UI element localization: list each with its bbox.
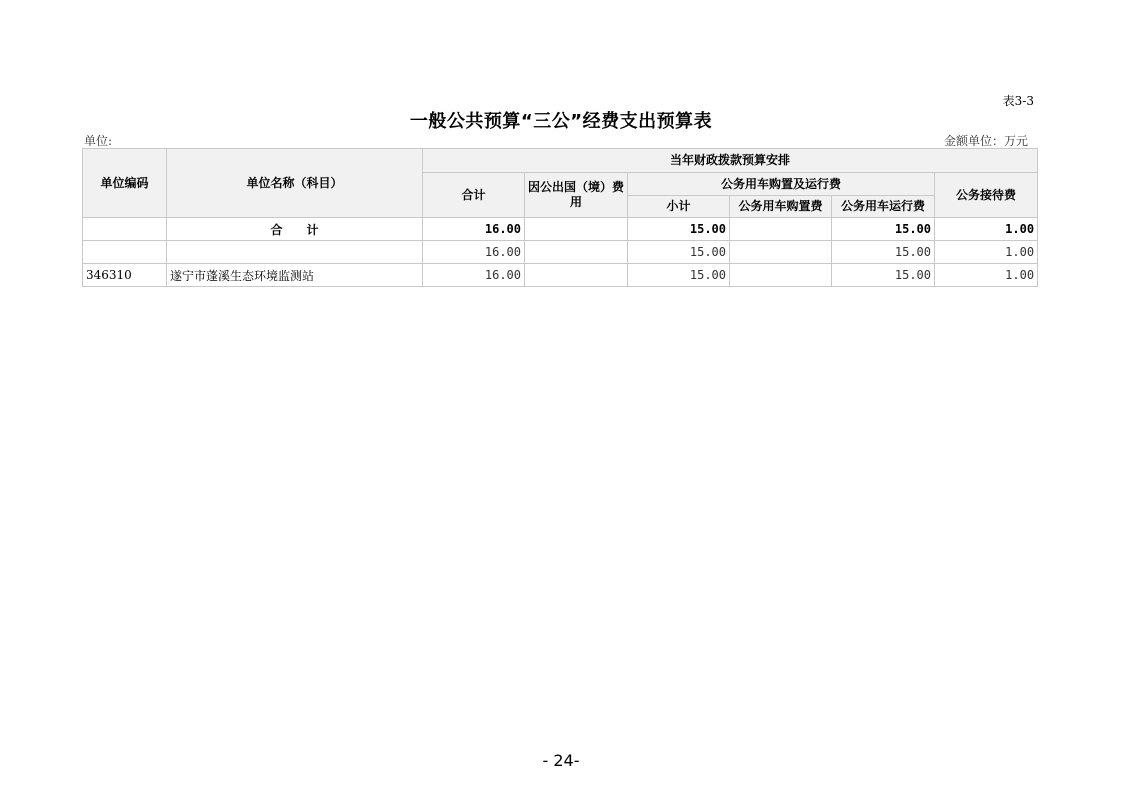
cell-reception: 1.00 bbox=[935, 241, 1038, 264]
cell-operation: 15.00 bbox=[832, 218, 935, 241]
cell-purchase bbox=[730, 241, 832, 264]
cell-subtotal: 15.00 bbox=[628, 241, 730, 264]
table-row-total bbox=[83, 218, 1038, 241]
cell-subtotal: 15.00 bbox=[628, 264, 730, 287]
unit-label: 单位: bbox=[84, 134, 113, 148]
cell-name: 遂宁市蓬溪生态环境监测站 bbox=[167, 264, 423, 287]
cell-total: 16.00 bbox=[423, 218, 525, 241]
cell-name bbox=[167, 241, 423, 264]
header-vehicle-purchase: 公务用车购置费 bbox=[730, 196, 832, 218]
header-vehicle-operation: 公务用车运行费 bbox=[832, 196, 935, 218]
cell-subtotal: 15.00 bbox=[628, 218, 730, 241]
budget-table bbox=[82, 148, 1038, 287]
table-row bbox=[83, 241, 1038, 264]
cell-total: 16.00 bbox=[423, 264, 525, 287]
header-total: 合计 bbox=[423, 173, 525, 218]
cell-overseas bbox=[525, 264, 628, 287]
cell-name: 合 计 bbox=[167, 218, 423, 241]
header-unit-name: 单位名称（科目） bbox=[167, 149, 423, 218]
cell-code: 346310 bbox=[83, 264, 167, 287]
page-number: - 24- bbox=[542, 751, 580, 770]
header-vehicles: 公务用车购置及运行费 bbox=[628, 173, 935, 196]
cell-operation: 15.00 bbox=[832, 264, 935, 287]
cell-overseas bbox=[525, 218, 628, 241]
cell-overseas bbox=[525, 241, 628, 264]
cell-code bbox=[83, 241, 167, 264]
cell-total: 16.00 bbox=[423, 241, 525, 264]
cell-code bbox=[83, 218, 167, 241]
cell-reception: 1.00 bbox=[935, 218, 1038, 241]
page-title: 一般公共预算“三公”经费支出预算表 bbox=[409, 111, 713, 132]
cell-reception: 1.00 bbox=[935, 264, 1038, 287]
header-subtotal: 小计 bbox=[628, 196, 730, 218]
header-overseas-trips: 因公出国（境）费用 bbox=[525, 173, 628, 218]
table-number: 表3-3 bbox=[1002, 94, 1034, 108]
cell-purchase bbox=[730, 264, 832, 287]
amount-unit-label: 金额单位：万元 bbox=[943, 134, 1028, 148]
table-row bbox=[83, 264, 1038, 287]
cell-purchase bbox=[730, 218, 832, 241]
header-unit-code: 单位编码 bbox=[83, 149, 167, 218]
header-reception: 公务接待费 bbox=[935, 173, 1038, 218]
header-current-year: 当年财政拨款预算安排 bbox=[423, 149, 1038, 173]
cell-operation: 15.00 bbox=[832, 241, 935, 264]
